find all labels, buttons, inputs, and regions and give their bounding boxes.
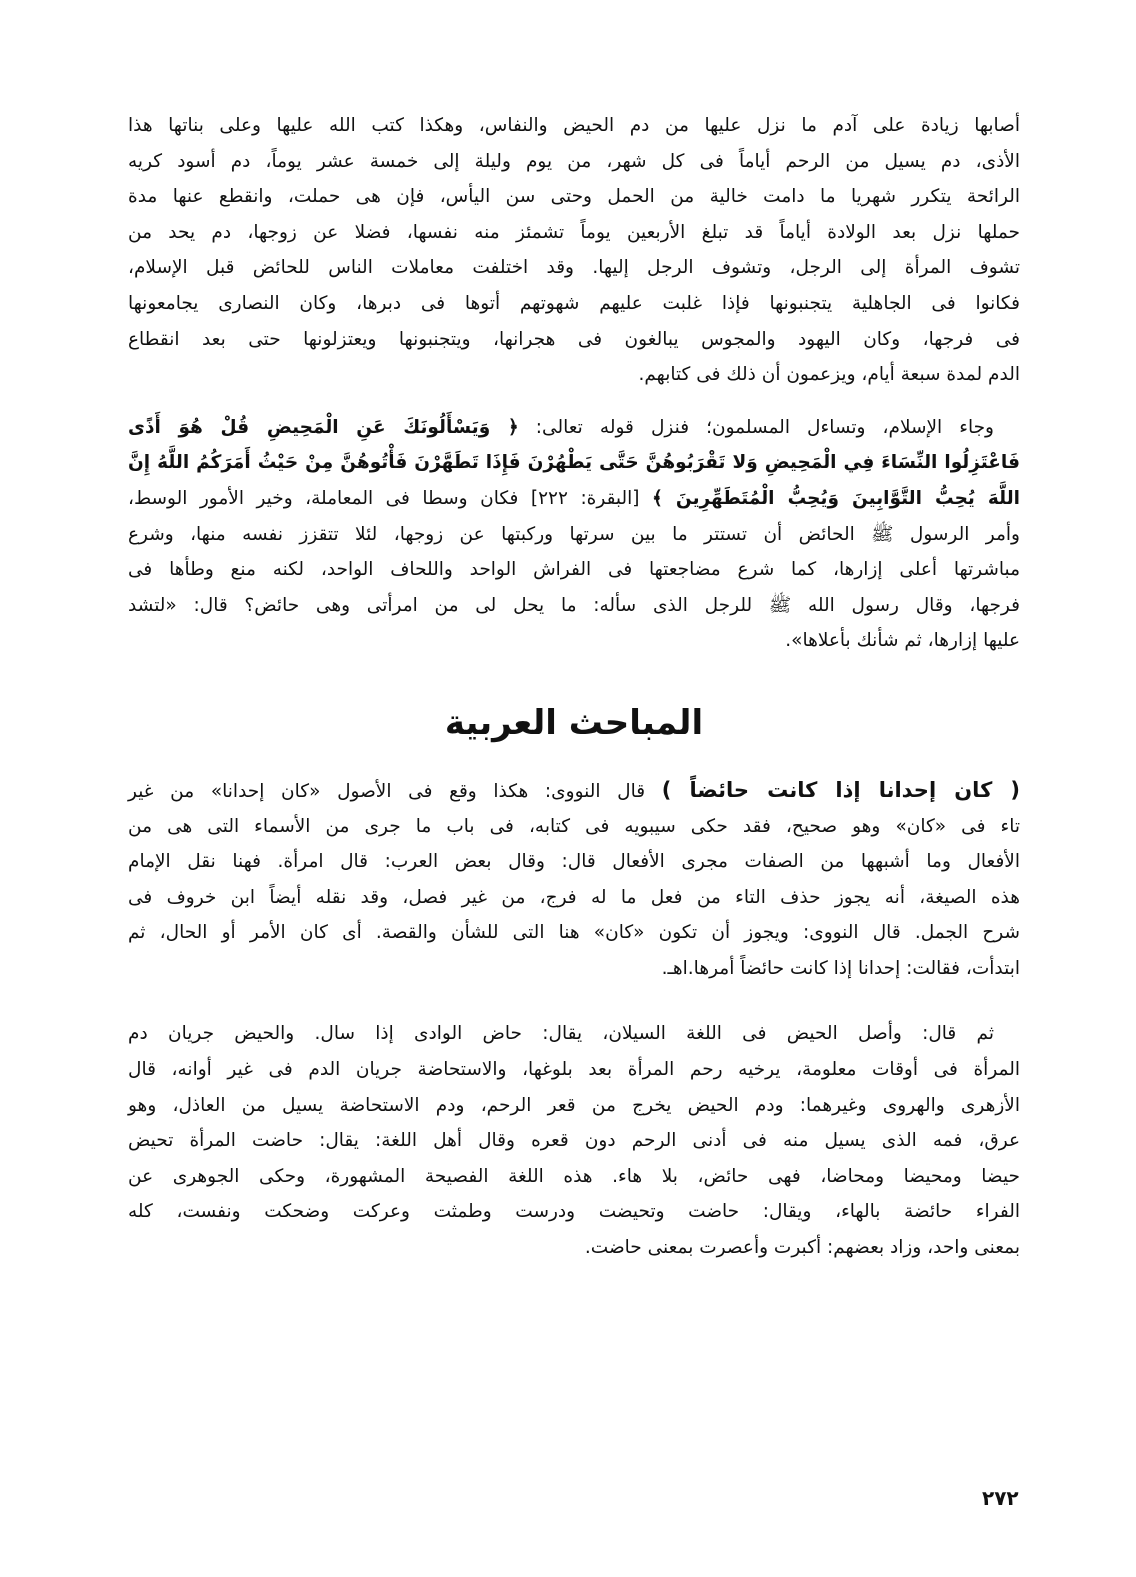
text-line [128,481,1020,517]
quran-verse-line: فَاعْتَزِلُوا النِّسَاءَ فِي الْمَحِيضِ وَلا تَقْرَبُوهُنَّ حَتَّى يَطْهُرْنَ فَإِذَا تَطَهَّرْنَ فَأْتُوهُنَّ مِنْ حَيْثُ أَمَرَكُمُ اللَّهُ إِنَّ [128,452,1020,474]
text-line: تشوف المرأة إلى الرجل، وتشوف الرجل إليها. وقد اختلفت معاملات الناس للحائض قبل الإسلام، [128,257,1020,279]
text-line: حيضا ومحيضا ومحاضا، فهى حائض، بلا هاء. هذه اللغة الفصيحة المشهورة، وحكى الجوهرى عن [128,1165,1020,1187]
text-line: وأمر الرسول ﷺ الحائض أن تستتر ما بين سرتها وركبتها عن زوجها، لئلا تتقزز نفسه منها، وشرع [128,523,1020,545]
text-line: الأذى، دم يسيل من الرحم أياماً فى كل شهر، من يوم وليلة إلى خمسة عشر يوماً، دم أسود كريه [128,150,1020,172]
text-line: الرائحة يتكرر شهريا ما دامت خالية من الحمل وحتى سن اليأس، فإن هى حملت، وانقطع عنها مدة [128,186,1020,208]
text-line: حملها نزل بعد الولادة أياماً قد تبلغ الأربعين يوماً تشمئز منه نفسها، فضلا عن زوجها، دم يحد من [128,221,1020,243]
text-line: ثم قال: وأصل الحيض فى اللغة السيلان، يقال: حاض الوادى إذا سال. والحيض جريان دم [128,1023,994,1045]
section-heading: المباحث العربية [444,702,704,743]
text-line: شرح الجمل. قال النووى: ويجوز أن تكون «كان» هنا التى للشأن والقصة. أى كان الأمر أو الحال، ثم [128,922,1020,944]
text-line: مباشرتها أعلى إزارها، كما شرع مضاجعتها فى الفراش الواحد واللحاف الواحد، لكنه منع وطأها فى [128,559,1020,581]
text-line: الأفعال وما أشبهها من الصفات مجرى الأفعال قال: وقال بعض العرب: قال امرأة. فهنا نقل الإمام [128,851,1020,873]
text-line [128,773,1020,809]
intro-text: وجاء الإسلام، وتساءل المسلمون؛ فنزل قوله تعالى: [518,416,994,438]
text-line: تاء فى «كان» وهو صحيح، فقد حكى سيبويه فى كتابه، فى باب ما جرى من الأسماء التى هى من [128,815,1020,837]
book-page [128,108,1020,1266]
paragraph-islam [128,410,1020,659]
text-line: المرأة فى أوقات معلومة، يرخيه رحم المرأة بعد بلوغها، والاستحاضة جريان الدم فى غير أوانه، قال [128,1059,1020,1081]
text-line: فى فرجها، وكان اليهود والمجوس يبالغون فى هجرانها، ويتجنبونها ويعتزلونها حتى بعد انقطاع [128,328,1020,350]
text-line: فرجها، وقال رسول الله ﷺ للرجل الذى سأله: ما يحل لى من امرأتى وهى حائض؟ قال: «لتشد [128,594,1020,616]
text-line: عليها إزارها، ثم شأنك بأعلاها». [785,630,1020,652]
paragraph-definition [128,1016,1020,1265]
paragraph-linguistic [128,773,1020,987]
text-line: الدم لمدة سبعة أيام، ويزعمون أن ذلك فى كتابهم. [638,364,1020,386]
text-line: الأزهرى والهروى وغيرهما: ودم الحيض يخرج من قعر الرحم، ودم الاستحاضة يسيل من العاذل، وهو [128,1094,1020,1116]
text-line: عرق، فمه الذى يسيل منه فى أدنى الرحم دون قعره وقال أهل اللغة: يقال: حاضت المرأة تحيض [128,1130,1020,1152]
text-line: بمعنى واحد، وزاد بعضهم: أكبرت وأعصرت بمعنى حاضت. [584,1237,1020,1259]
paragraph-pre-islam [128,108,1020,393]
page-number: ٢٧٢ [982,1486,1019,1510]
text-line: ابتدأت، فقالت: إحدانا إذا كانت حائضاً أمرها.اهـ. [661,957,1020,979]
text-line [128,410,1020,446]
text-line: هذه الصيغة، أنه يجوز حذف التاء من فعل ما له فرج، من غير فصل، وقد نقله أيضاً ابن خروف فى [128,886,1020,908]
text-line: الفراء حائضة بالهاء، ويقال: حاضت وتحيضت ودرست وطمثت وعركت وضحكت ونفست، كله [128,1201,1020,1223]
verse-reference: [البقرة: ٢٢٢] فكان وسطا فى المعاملة، وخير الأمور الوسط، [128,487,653,509]
text-line: فكانوا فى الجاهلية يتجنبونها فإذا غلبت عليهم شهوتهم أتوها فى دبرها، وكان النصارى يجامعونها [128,292,1020,314]
quran-verse: ﴿ وَيَسْأَلُونَكَ عَنِ الْمَحِيضِ قُلْ هُوَ أَذًى [128,416,519,438]
commentary: قال النووى: هكذا وقع فى الأصول «كان إحدانا» من غير [128,780,662,802]
quran-verse: اللَّهَ يُحِبُّ التَّوَّابِينَ وَيُحِبُّ الْمُتَطَهِّرِينَ ﴾ [652,487,1020,509]
hadith-phrase: ( كان إحدانا إذا كانت حائضاً ) [661,777,1020,802]
text-line: أصابها زيادة على آدم ما نزل عليها من دم الحيض والنفاس، وهكذا كتب الله عليها وعلى بناتها هذا [128,115,1020,136]
